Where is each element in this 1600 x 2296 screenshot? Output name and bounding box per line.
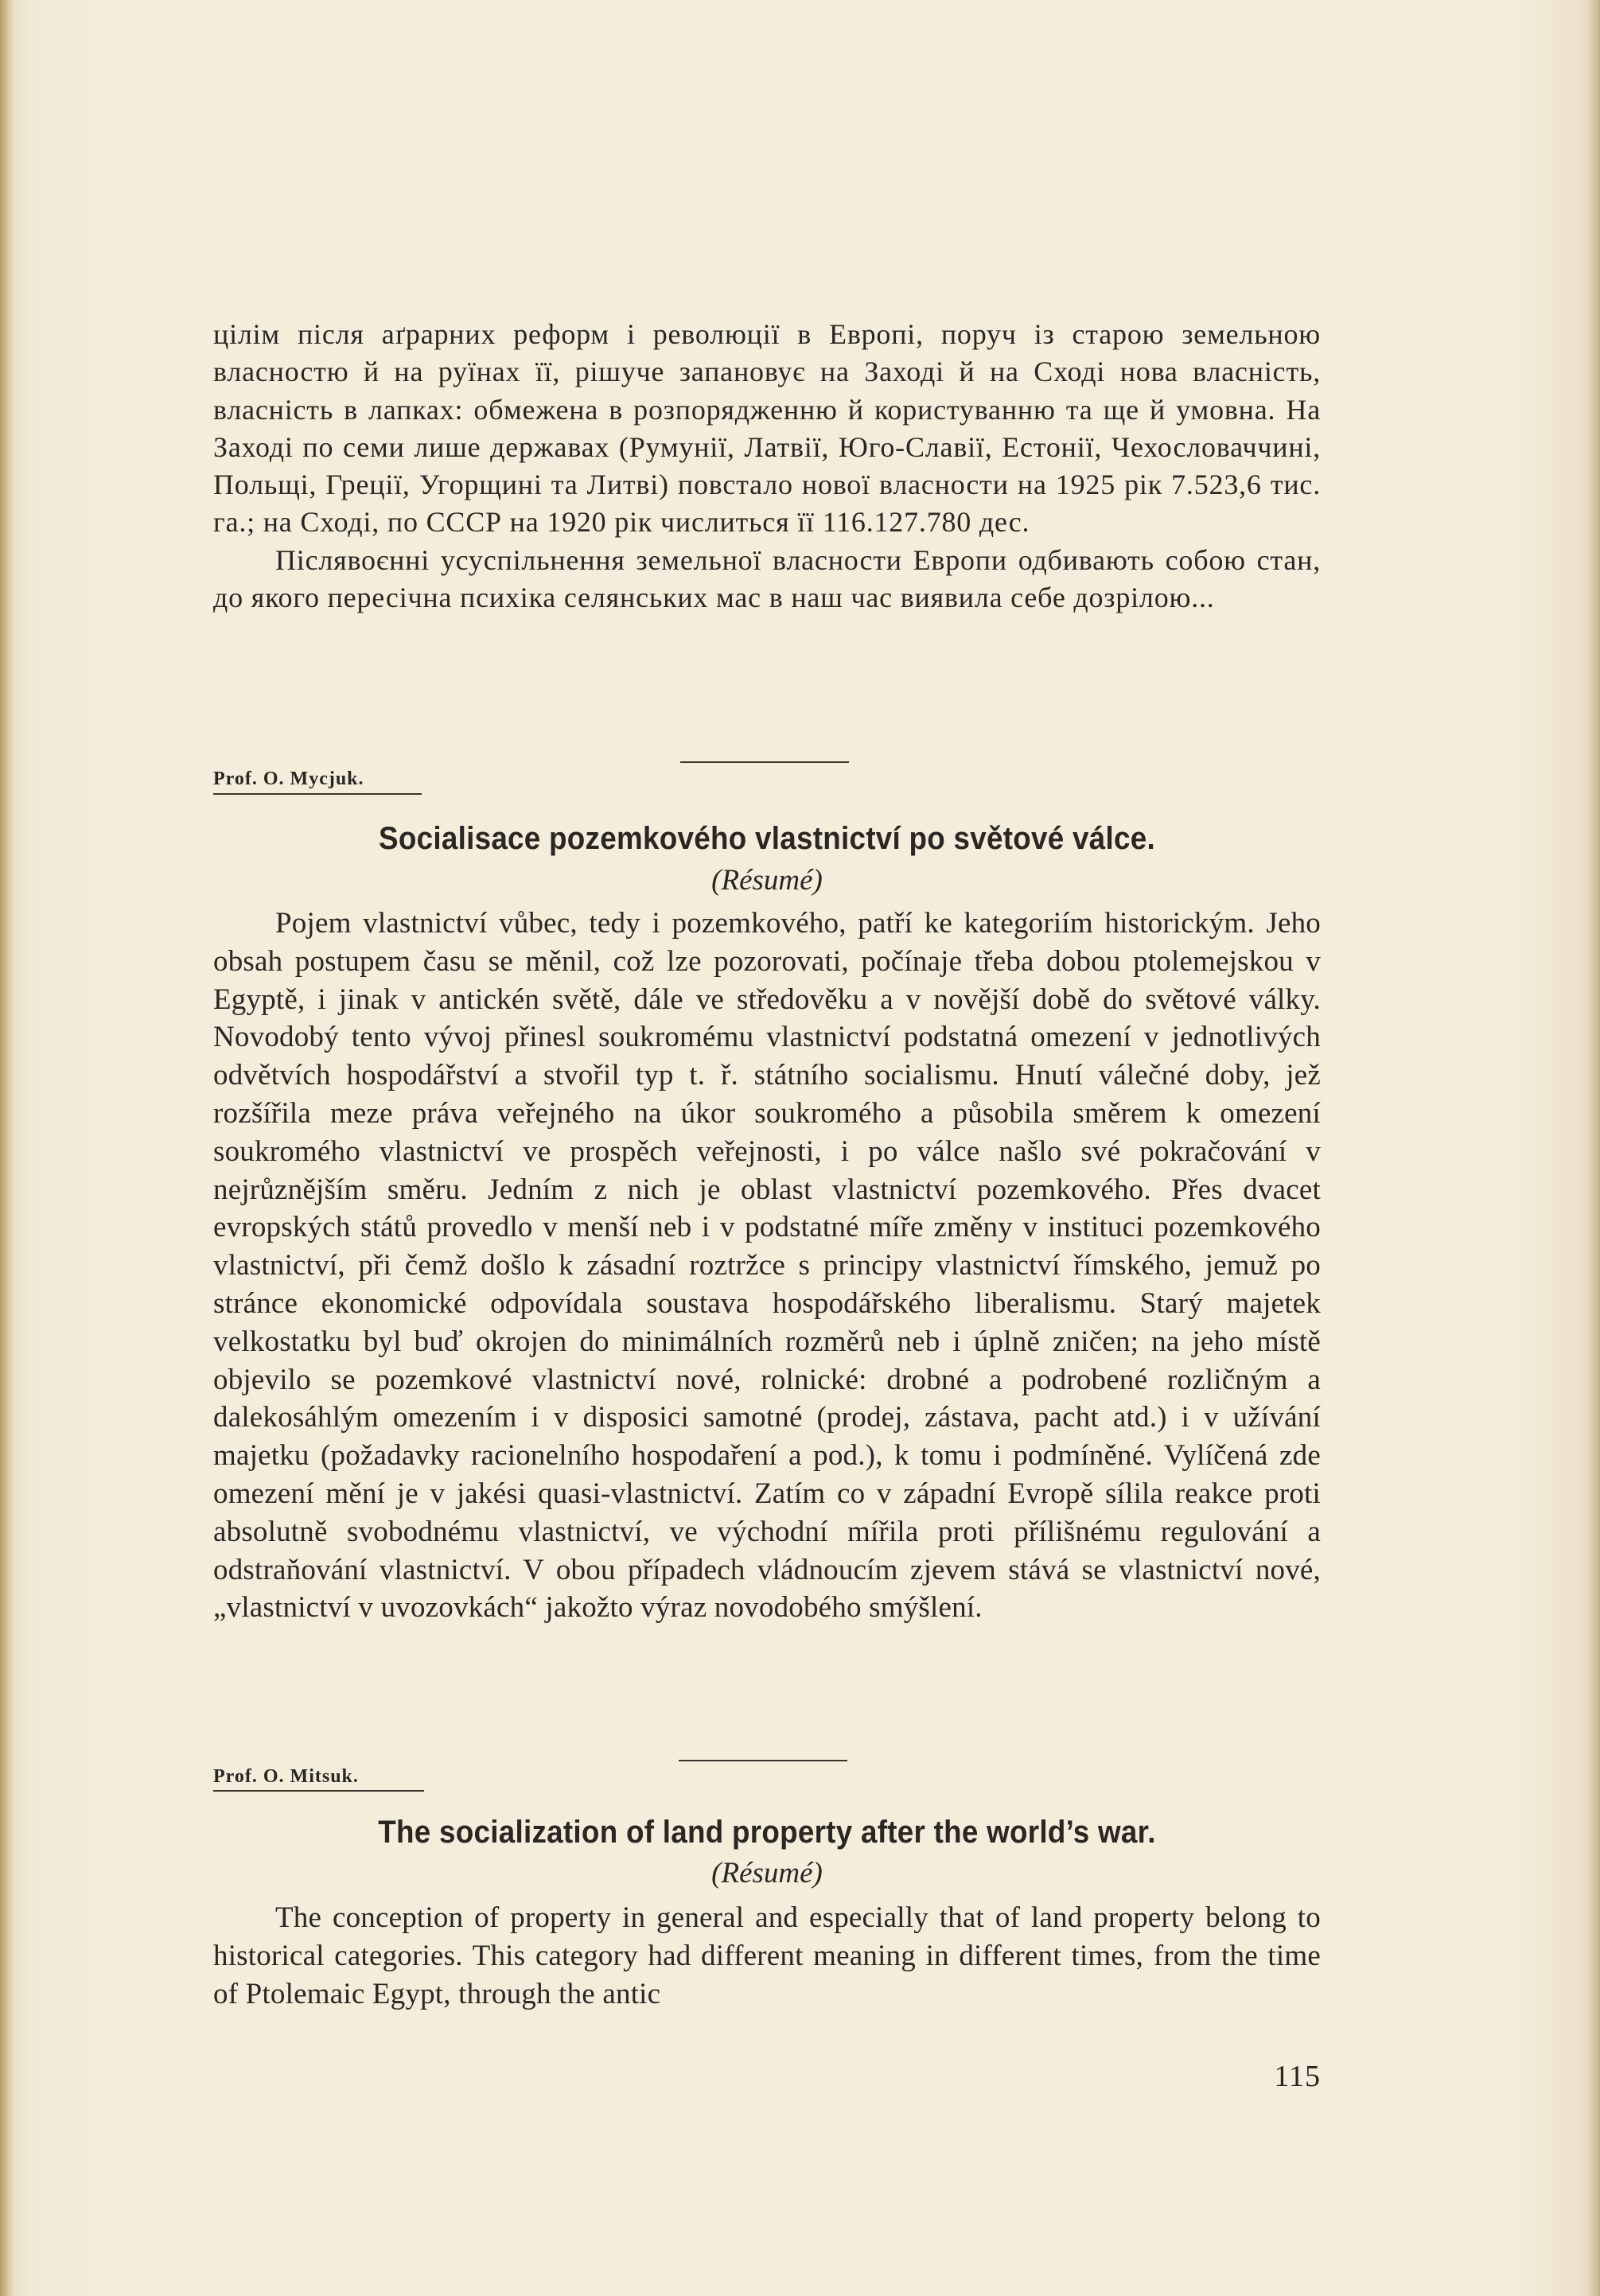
book-spine-shadow bbox=[0, 0, 14, 2296]
english-body bbox=[213, 1899, 1321, 2013]
ukrainian-paragraph-2: Післявоєнні усуспільнення земельної власности Европи одбивають собою стан, до якого пересічна психіка селянських мас в наш час виявила себе дозрілою... bbox=[213, 543, 1321, 614]
czech-paragraph: Pojem vlastnictví vůbec, tedy i pozemkového, patří ke kategoriím historickým. Jeho obsah postupem času se měnil, což lze pozorovati, počínaje třeba dobou ptolemejskou v Egyptě, i jinak v antickén světě, dále ve středověku a v novější době do světové války. Novodobý tento vývoj přinesl soukromému vlastnictví podstatná omezení v jednotlivých odvětvích hospodářství a stvořil typ t. ř. státního socialismu. Hnutí válečné doby, jež rozšířila meze práva veřejného na úkor soukromého a působila směrem k omezení soukromého vlastnictví ve prospěch veřejnosti, i po válce našlo své pokračování v nejrůznějším směru. Jedním z nich je oblast vlastnictví pozemkového. Přes dvacet evropských států provedlo v menší neb i v podstatné míře změny v instituci pozemkového vlastnictví, při čemž došlo k zásadní roztržce s principy vlastnictví římského, jemuž po stránce ekonomické odpovídala soustava hospodářského liberalismu. Starý majetek velkostatku byl buď okrojen do minimálních rozměrů neb i úplně zničen; na jeho místě objevilo se pozemkové vlastnictví nové, rolnické: drobné a podrobené rozličným a dalekosáhlým omezením i v disposici samotné (prodej, zástava, pacht atd.) i v užívání majetku (požadavky racionelního hospodaření a pod.), k tomu i podmíněné. Vylíčená zde omezení mění je v jakési quasi-vlastnictví. Zatím co v západní Evropě sílila reakce proti absolutně svobodnému vlastnictví, ve východní mířila proti přílišnému regulování a odstraňování vlastnictví. V obou případech vládnoucím zjevem stává se vlastnictví nové, „vlastnictví v uvozovkách“ jakožto výraz novodobého smýšlení. bbox=[213, 907, 1321, 1625]
czech-body bbox=[213, 905, 1321, 1627]
ukrainian-paragraph-1: цілім після аґрарних реформ і революції в Европі, поруч із старою земельною власностю й на руїнах її, рішуче запановує на Заході й на Сході нова власність, власність в лапках: обмежена в розпорядженню й користуванню та ще й умовна. На Заході по семи лише державах (Румунії, Латвії, Юго-Славії, Естонії, Чехословаччині, Польщі, Греції, Угорщині та Литві) повстало нової власности на 1925 рік 7.523,6 тис. га.; на Сході, по СССР на 1920 рік числиться її 116.127.780 дес. bbox=[213, 318, 1321, 539]
english-author-underline bbox=[213, 1790, 424, 1792]
ukrainian-section bbox=[213, 316, 1321, 617]
english-subtitle: (Résumé) bbox=[711, 1857, 823, 1889]
czech-subtitle: (Résumé) bbox=[711, 864, 823, 897]
english-author: Prof. O. Mitsuk. bbox=[213, 1766, 359, 1787]
czech-author: Prof. O. Mycjuk. bbox=[213, 769, 364, 789]
section-divider bbox=[679, 1760, 847, 1761]
page-edge bbox=[1589, 0, 1600, 2296]
english-title: The socialization of land property after the world’s war. bbox=[378, 1815, 1156, 1850]
page-number: 115 bbox=[1274, 2060, 1321, 2093]
czech-author-underline bbox=[213, 793, 422, 795]
english-paragraph: The conception of property in general and especially that of land property belong to historical categories. This category had different meaning in different times, from the time of Ptolemaic Egypt, through the antic bbox=[213, 1901, 1321, 2010]
section-divider bbox=[680, 761, 849, 763]
czech-title: Socialisace pozemkového vlastnictví po světové válce. bbox=[379, 821, 1155, 856]
